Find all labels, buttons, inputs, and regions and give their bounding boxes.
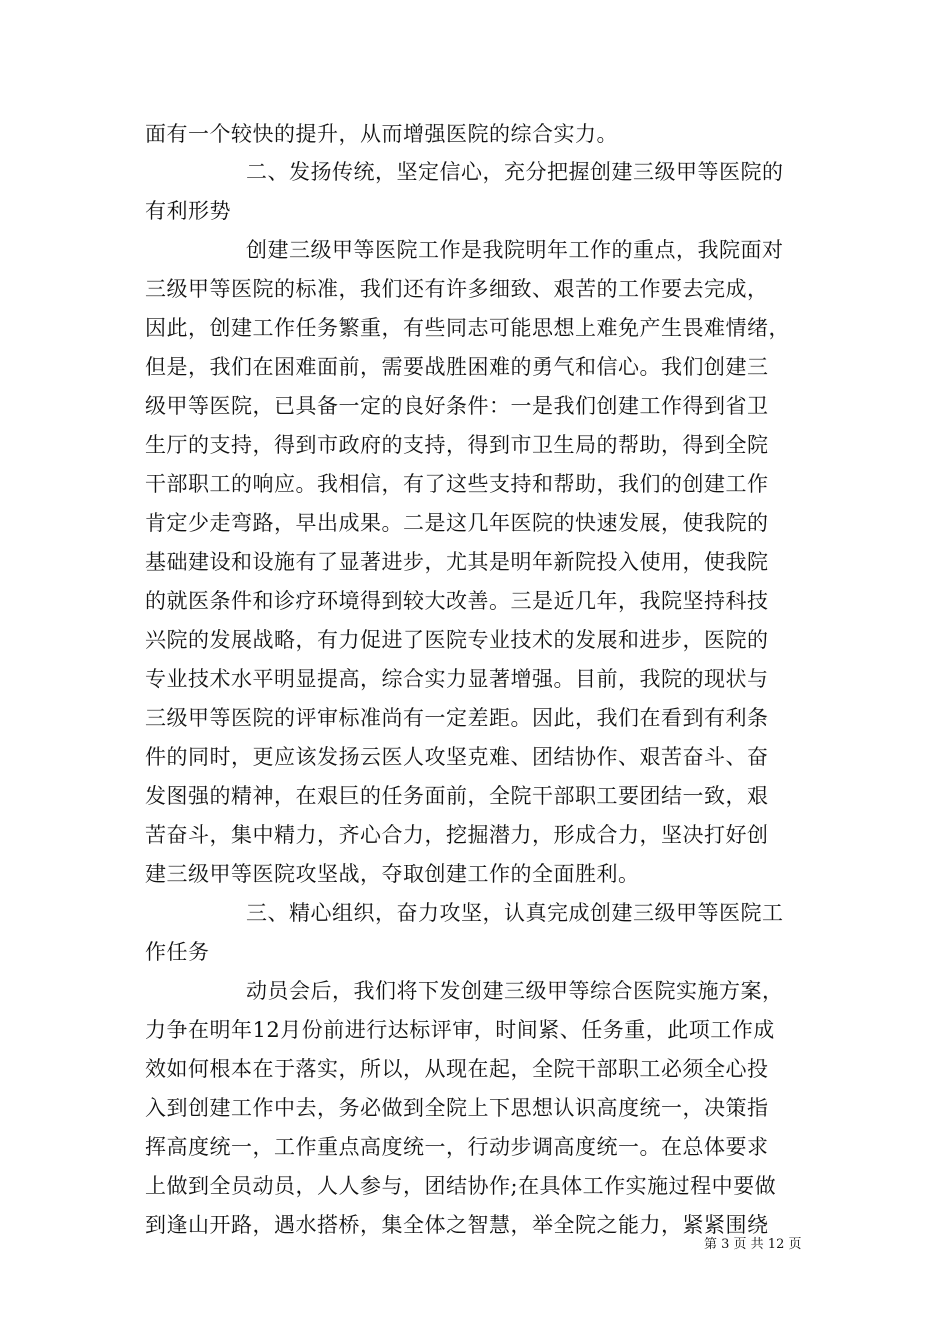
section-heading: 二、发扬传统，坚定信心，充分把握创建三级甲等医院的	[246, 160, 784, 184]
page-number-footer: 第 3 页 共 12 页	[704, 1237, 802, 1252]
text-line: 肯定少走弯路，早出成果。二是这几年医院的快速发展，使我院的	[145, 511, 769, 535]
section-heading-continued: 作任务	[145, 940, 210, 964]
text-line: 入到创建工作中去，务必做到全院上下思想认识高度统一，决策指	[145, 1096, 769, 1120]
section-heading: 三、精心组织，奋力攻坚，认真完成创建三级甲等医院工	[246, 901, 784, 925]
text-line: 的就医条件和诊疗环境得到较大改善。三是近几年，我院坚持科技	[145, 589, 769, 613]
text-line: 三级甲等医院的标准，我们还有许多细致、艰苦的工作要去完成，	[145, 277, 769, 301]
section-heading-continued: 有利形势	[145, 199, 231, 223]
paragraph-start-line: 创建三级甲等医院工作是我院明年工作的重点，我院面对	[246, 238, 784, 262]
text-line: 上做到全员动员，人人参与，团结协作;在具体工作实施过程中要做	[145, 1174, 777, 1198]
text-line: 专业技术水平明显提高，综合实力显著增强。目前，我院的现状与	[145, 667, 769, 691]
text-line: 苦奋斗，集中精力，齐心合力，挖掘潜力，形成合力，坚决打好创	[145, 823, 769, 847]
text-line: 基础建设和设施有了显著进步，尤其是明年新院投入使用，使我院	[145, 550, 769, 574]
text-line: 但是，我们在困难面前，需要战胜困难的勇气和信心。我们创建三	[145, 355, 769, 379]
text-line: 到逢山开路，遇水搭桥，集全体之智慧，举全院之能力，紧紧围绕	[145, 1213, 769, 1237]
text-line: 发图强的精神，在艰巨的任务面前，全院干部职工要团结一致，艰	[145, 784, 769, 808]
text-line: 干部职工的响应。我相信，有了这些支持和帮助，我们的创建工作	[145, 472, 769, 496]
text-line: 效如何根本在于落实，所以，从现在起，全院干部职工必须全心投	[145, 1057, 769, 1081]
text-line: 建三级甲等医院攻坚战，夺取创建工作的全面胜利。	[145, 862, 640, 886]
text-line: 件的同时，更应该发扬云医人攻坚克难、团结协作、艰苦奋斗、奋	[145, 745, 769, 769]
text-line: 生厅的支持，得到市政府的支持，得到市卫生局的帮助，得到全院	[145, 433, 769, 457]
text-line: 力争在明年12月份前进行达标评审，时间紧、任务重，此项工作成	[145, 1018, 775, 1042]
text-line: 面有一个较快的提升，从而增强医院的综合实力。	[145, 122, 618, 146]
paragraph-start-line: 动员会后，我们将下发创建三级甲等综合医院实施方案，	[246, 979, 784, 1003]
text-line: 三级甲等医院的评审标准尚有一定差距。因此，我们在看到有利条	[145, 706, 769, 730]
text-line: 因此，创建工作任务繁重，有些同志可能思想上难免产生畏难情绪，	[145, 316, 790, 340]
text-line: 兴院的发展战略，有力促进了医院专业技术的发展和进步，医院的	[145, 628, 769, 652]
text-line: 级甲等医院，已具备一定的良好条件：一是我们创建工作得到省卫	[145, 394, 769, 418]
text-line: 挥高度统一，工作重点高度统一，行动步调高度统一。在总体要求	[145, 1135, 769, 1159]
